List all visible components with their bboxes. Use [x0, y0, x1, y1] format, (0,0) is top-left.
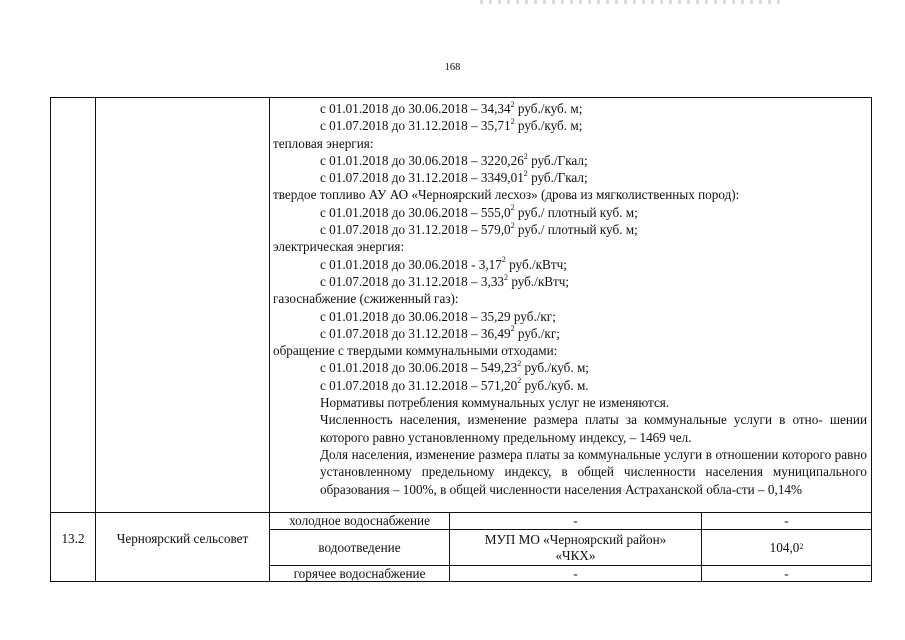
tariff-category: электрическая энергия: — [273, 239, 405, 255]
paragraph-population: Численность населения, изменение размера платы за коммунальные услуги в отно- шении которого равно установленному предельному индексу, – 1469 чел. — [320, 412, 868, 445]
service-org: - — [573, 513, 578, 528]
table-border-col1 — [95, 97, 96, 582]
table-border-top — [50, 97, 872, 98]
tariff-category: твердое топливо АУ АО «Черноярский лесхоз» (дрова из мягколиственных пород): — [273, 187, 740, 203]
service-value: 104,0 $^2$ — [769, 539, 804, 555]
tariff-line: с 01.07.2018 до 31.12.2018 – 579,0$^2$ руб./ плотный куб. м; — [320, 220, 638, 238]
tariff-line: с 01.07.2018 до 31.12.2018 – 35,71$^2$ руб./куб. м; — [320, 116, 583, 134]
tariff-category: тепловая энергия: — [273, 135, 374, 151]
tariff-line: с 01.01.2018 до 30.06.2018 – 34,34$^2$ руб./куб. м; — [320, 99, 583, 116]
tariff-line: с 01.01.2018 до 30.06.2018 - 3,17$^2$ руб./кВтч; — [320, 255, 567, 272]
service-value: - — [784, 566, 789, 581]
service-org: - — [573, 566, 578, 581]
settlement-name: Черноярский сельсовет — [116, 531, 249, 546]
paragraph-norms: Нормативы потребления коммунальных услуг не изменяются. — [320, 395, 670, 411]
service-value: - — [784, 513, 789, 528]
tariff-line: с 01.01.2018 до 30.06.2018 – 3220,26$^2$ руб./Гкал; — [320, 151, 588, 168]
tariff-description — [273, 100, 867, 498]
tariff-category: обращение с твердыми коммунальными отходами: — [273, 343, 558, 359]
tariff-line: с 01.07.2018 до 31.12.2018 – 36,49$^2$ руб./кг; — [320, 324, 560, 341]
tariff-line: с 01.01.2018 до 30.06.2018 – 555,0$^2$ руб./ плотный куб. м; — [320, 203, 638, 220]
paragraph-population-share: Доля населения, изменение размера платы за коммунальные услуги в отношении которого равно установленному предельному индексу, в общей численности населения муниципального образования – 100%, в общей численности населения Астраханской обла-сти – 0,14% — [320, 446, 868, 497]
table-border-left — [50, 97, 51, 582]
service-name: горячее водоснабжение — [293, 566, 426, 581]
tariff-category: газоснабжение (сжиженный газ): — [273, 291, 459, 307]
tariff-line: с 01.01.2018 до 30.06.2018 – 549,23$^2$ руб./куб. м; — [320, 359, 589, 376]
page-number: 168 — [444, 62, 461, 73]
table-border-col2 — [269, 97, 270, 582]
service-org: МУП МО «Черноярский район» «ЧКХ» — [484, 531, 667, 563]
tariff-line: с 01.01.2018 до 30.06.2018 – 35,29 руб./кг; — [320, 308, 556, 324]
tariff-line: с 01.07.2018 до 31.12.2018 – 3349,01$^2$ руб./Гкал; — [320, 168, 588, 186]
service-name: водоотведение — [318, 539, 401, 555]
tariff-line: с 01.07.2018 до 31.12.2018 – 571,20$^2$ руб./куб. м. — [320, 376, 589, 393]
tariff-list — [273, 100, 867, 394]
scan-artifact — [480, 0, 780, 4]
table-border-right — [871, 97, 872, 582]
row-number: 13.2 — [61, 531, 85, 546]
tariff-line: с 01.07.2018 до 31.12.2018 – 3,33$^2$ руб./кВтч; — [320, 272, 570, 289]
service-name: холодное водоснабжение — [289, 513, 430, 528]
